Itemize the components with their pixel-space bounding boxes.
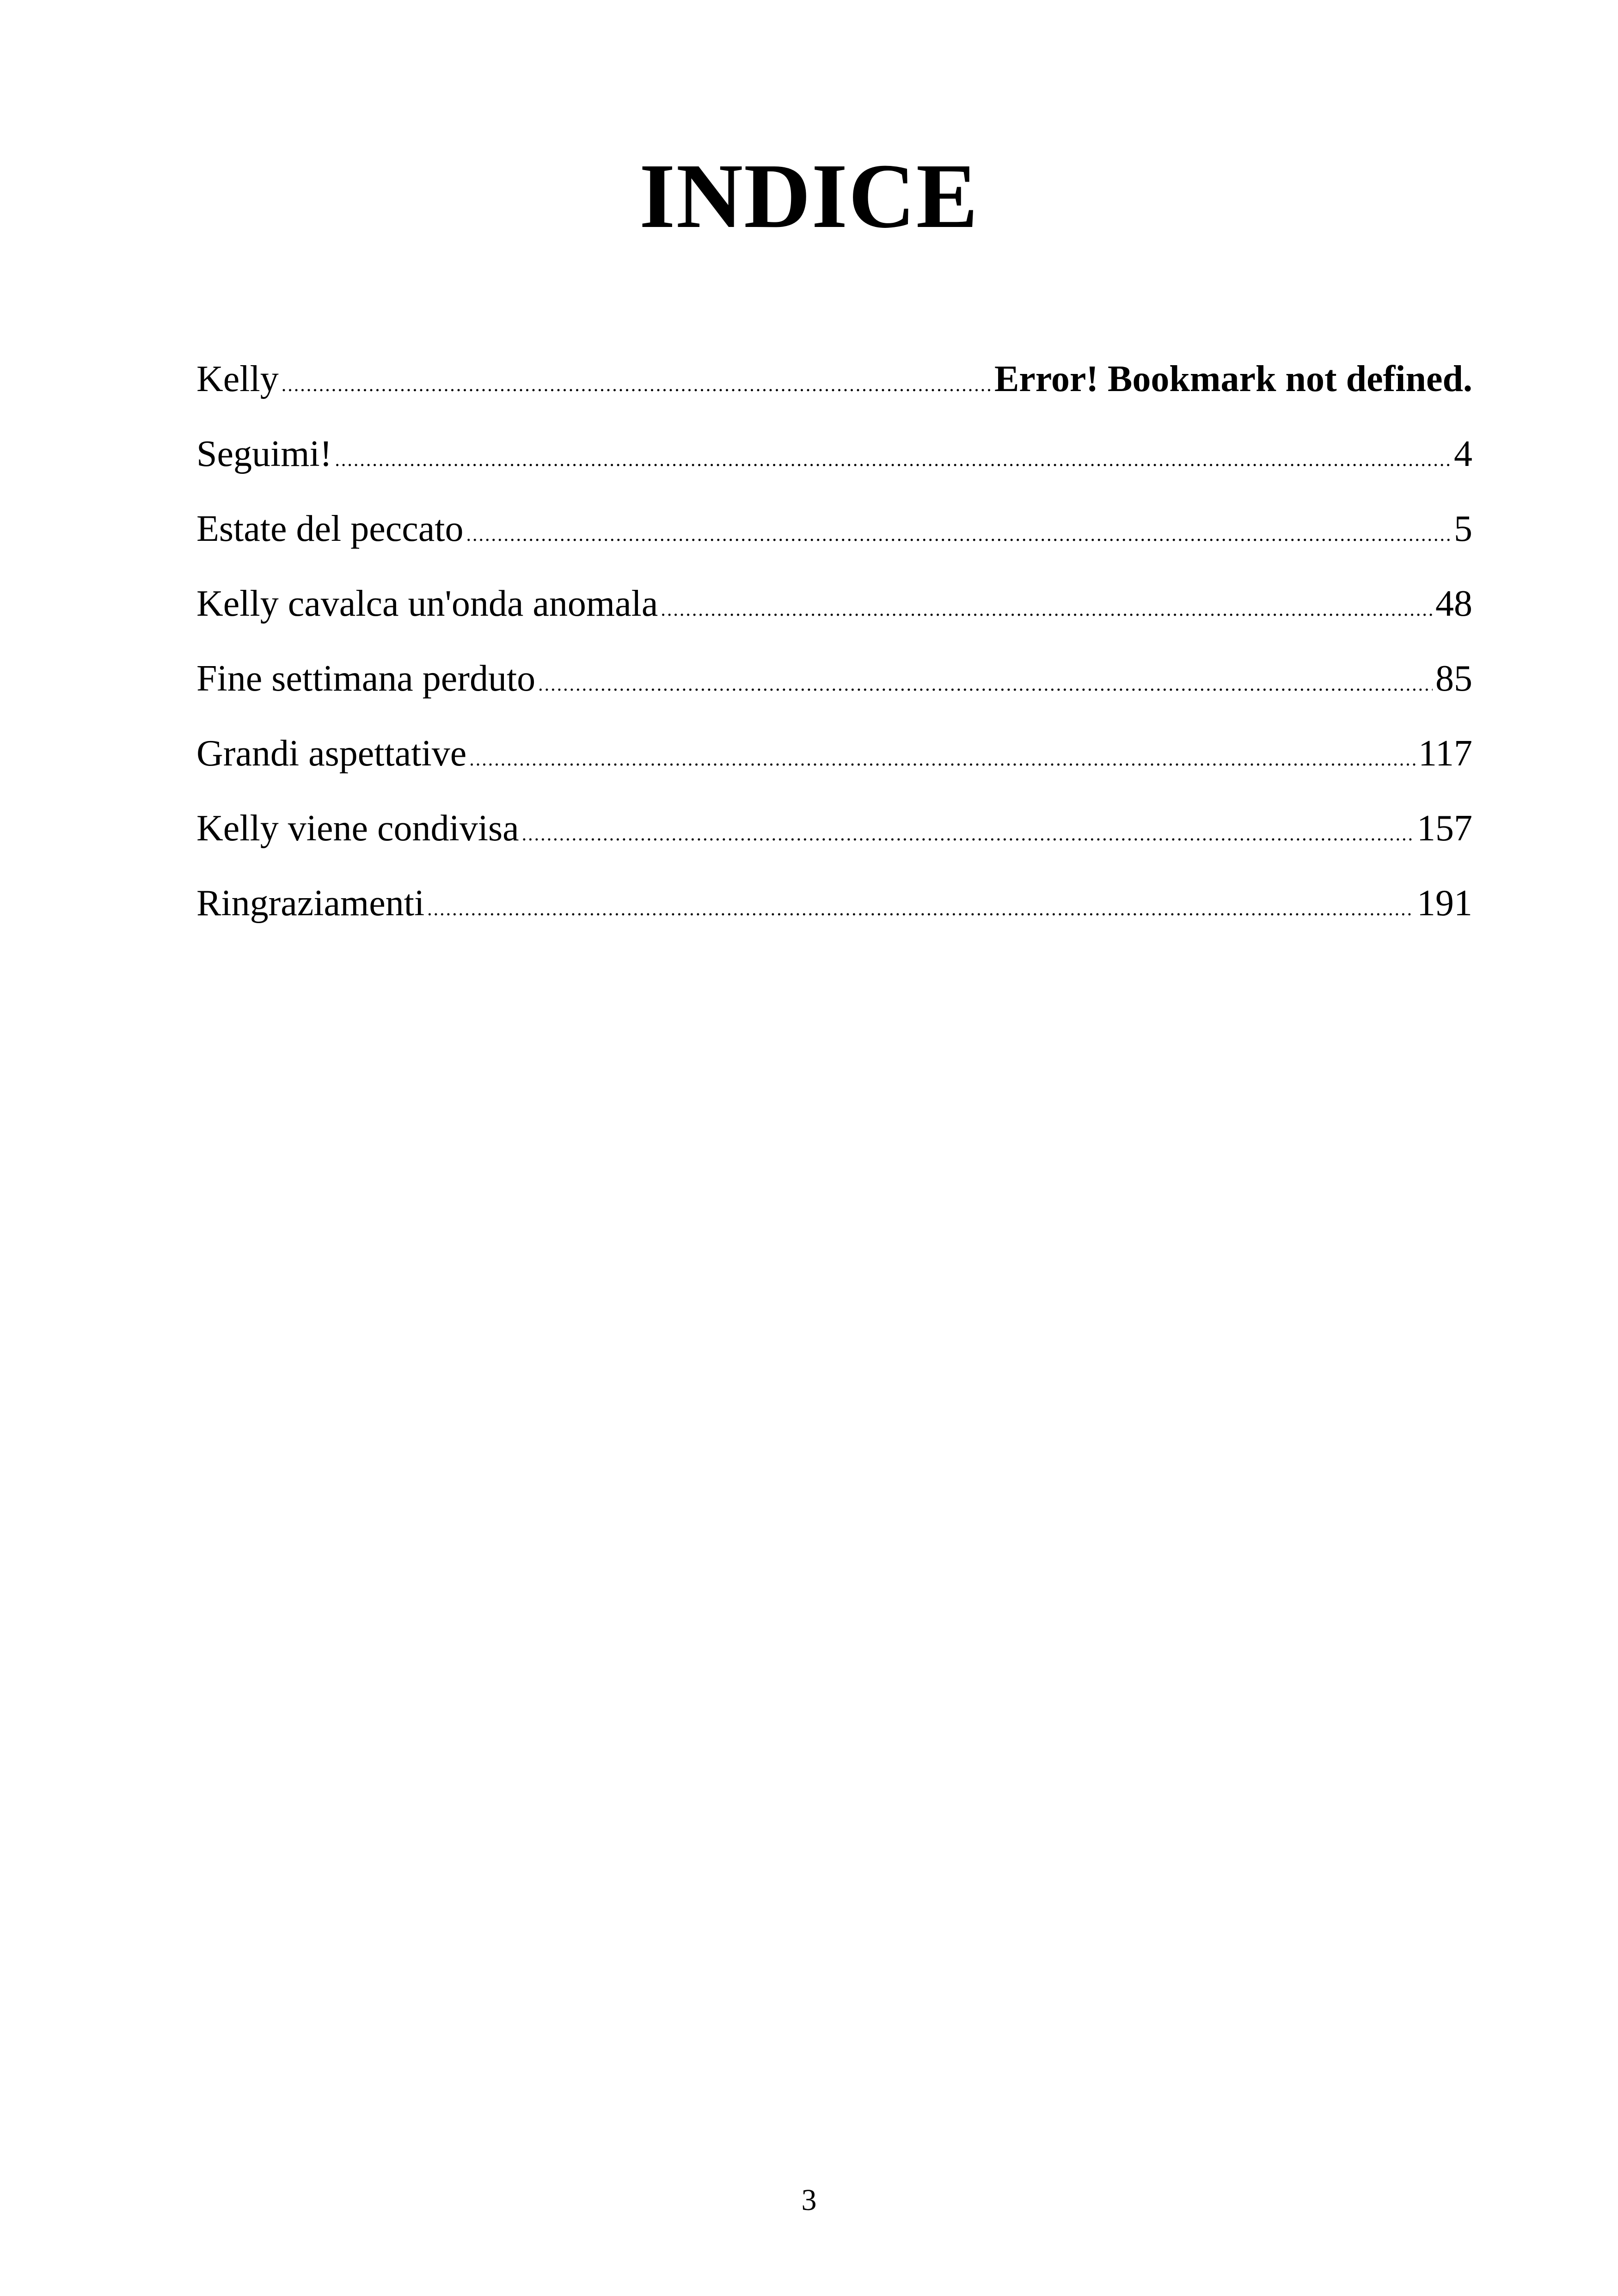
- toc-entry-kelly-cavalca[interactable]: [196, 576, 1472, 651]
- toc-entry-kelly-viene-condivisa[interactable]: [196, 801, 1472, 876]
- toc-entry-page: Error! Bookmark not defined.: [994, 359, 1472, 399]
- page-number: 3: [801, 2183, 817, 2217]
- toc-entry-page: 5: [1454, 508, 1472, 549]
- toc-dot-leader: [538, 657, 1433, 712]
- toc-dot-leader: [427, 882, 1414, 937]
- toc-entry-title: Kelly viene condivisa: [196, 808, 519, 849]
- toc-entry-ringraziamenti[interactable]: [196, 876, 1472, 950]
- toc-dot-leader: [466, 507, 1451, 563]
- toc-entry-title: Fine settimana perduto: [196, 658, 536, 699]
- toc-entry-estate-del-peccato[interactable]: [196, 501, 1472, 576]
- toc-entry-fine-settimana[interactable]: [196, 651, 1472, 726]
- toc-entry-page: 4: [1454, 434, 1472, 474]
- toc-dot-leader: [522, 807, 1414, 862]
- toc-entry-title: Seguimi!: [196, 434, 332, 474]
- toc-entry-title: Estate del peccato: [196, 508, 464, 549]
- toc-entry-title: Kelly: [196, 359, 279, 399]
- toc-entry-page: 117: [1418, 733, 1472, 774]
- toc-entry-page: 191: [1417, 883, 1472, 924]
- toc-entry-page: 48: [1435, 583, 1472, 624]
- table-of-contents: [196, 351, 1472, 950]
- toc-entry-seguimi[interactable]: [196, 426, 1472, 501]
- toc-dot-leader: [282, 357, 992, 413]
- toc-dot-leader: [335, 432, 1451, 488]
- page-title: INDICE: [639, 145, 979, 247]
- toc-entry-title: Ringraziamenti: [196, 883, 425, 924]
- toc-entry-grandi-aspettative[interactable]: [196, 726, 1472, 801]
- toc-entry-title: Grandi aspettative: [196, 733, 467, 774]
- toc-entry-kelly[interactable]: [196, 351, 1472, 426]
- toc-entry-page: 85: [1435, 658, 1472, 699]
- toc-dot-leader: [661, 582, 1433, 637]
- toc-dot-leader: [469, 732, 1416, 787]
- toc-entry-page: 157: [1417, 808, 1472, 849]
- toc-entry-title: Kelly cavalca un'onda anomala: [196, 583, 658, 624]
